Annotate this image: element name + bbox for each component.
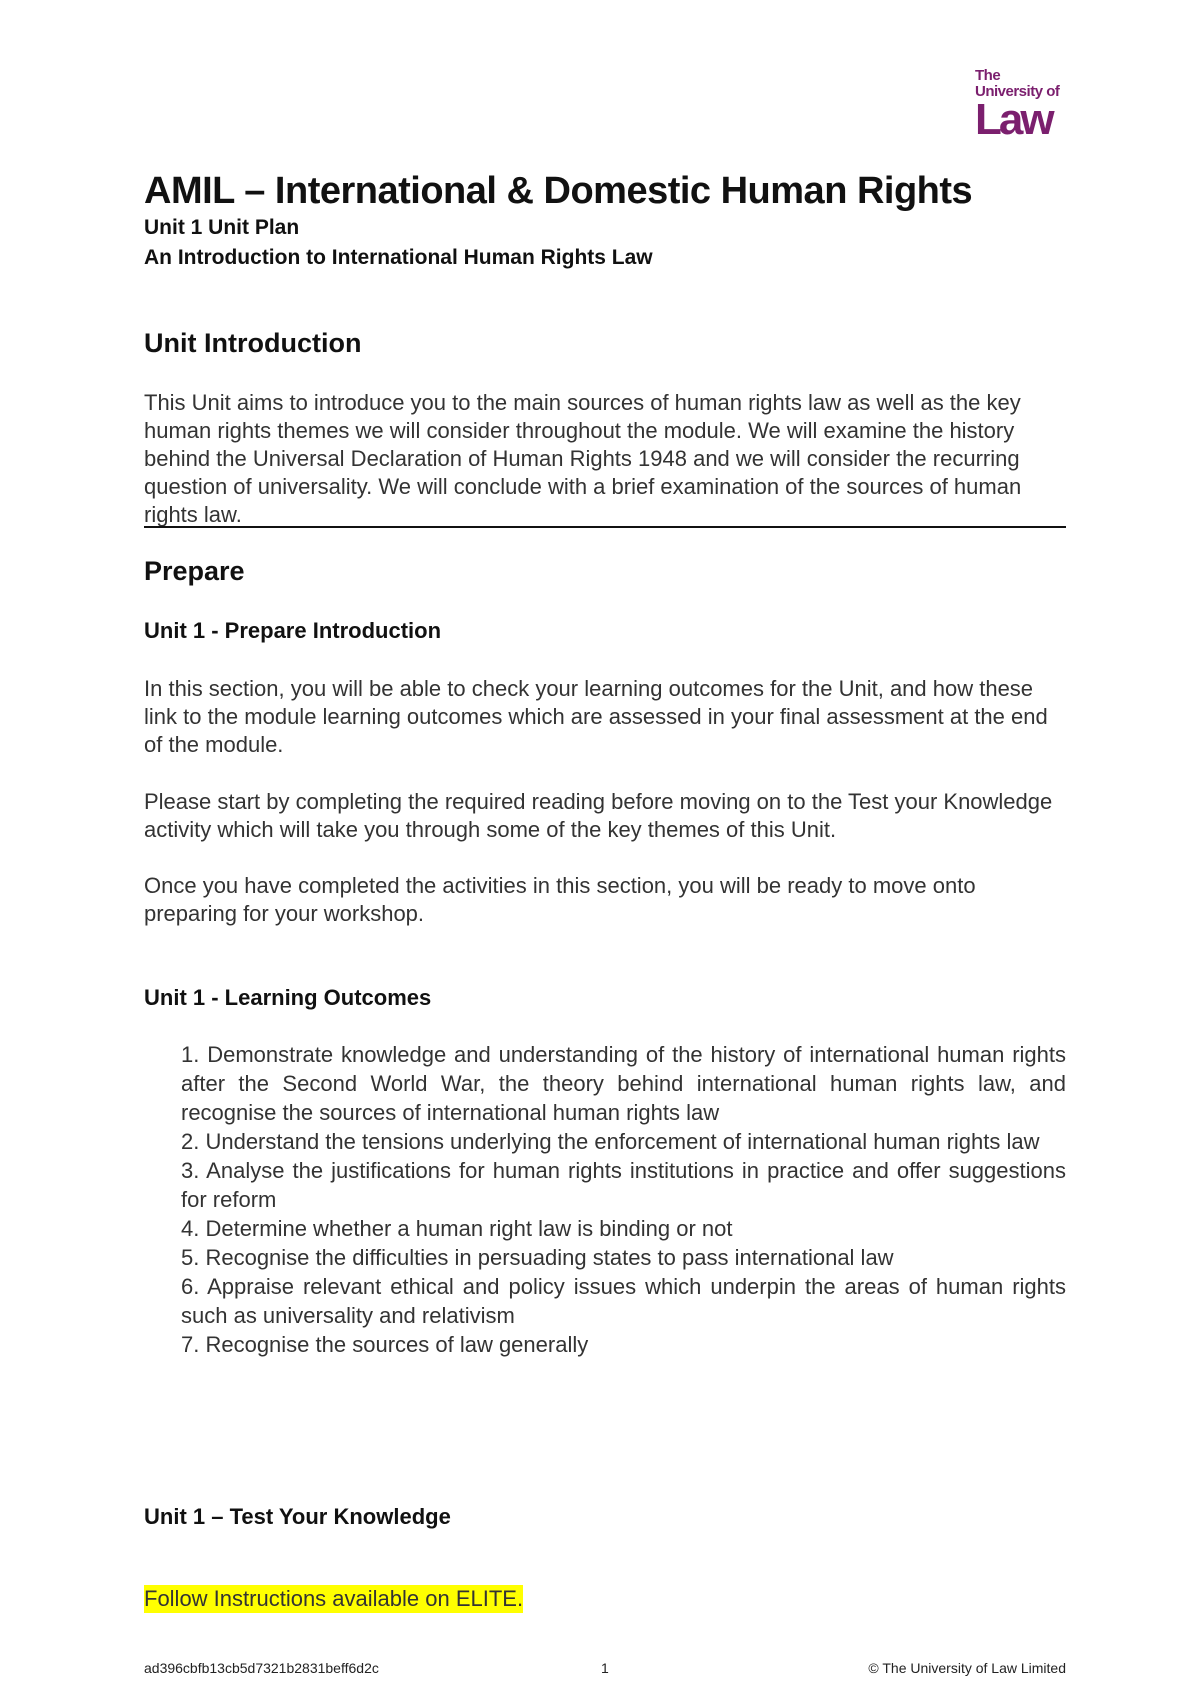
elite-instruction-highlight: Follow Instructions available on ELITE. [144, 1586, 524, 1611]
test-your-knowledge-heading: Unit 1 – Test Your Knowledge [144, 1504, 451, 1529]
prepare-heading: Prepare [144, 556, 245, 586]
learning-outcome-item: 7. Recognise the sources of law generally [181, 1332, 589, 1357]
learning-outcome-item: 4. Determine whether a human right law is binding or not [181, 1216, 733, 1241]
learning-outcome-item: 5. Recognise the difficulties in persuading states to pass international law [181, 1245, 894, 1270]
prepare-introduction-heading: Unit 1 - Prepare Introduction [144, 618, 442, 643]
learning-outcome-item: 6. Appraise relevant ethical and policy issues which underpin the areas of human rights such as universality and relativism [181, 1274, 1066, 1328]
footer-document-id: ad396cbfb13cb5d7321b2831beff6d2c [144, 1660, 379, 1676]
unit-introduction-heading: Unit Introduction [144, 328, 362, 358]
university-of-law-logo [975, 67, 1067, 144]
logo-word: Law [975, 95, 1052, 144]
prepare-paragraph-1: In this section, you will be able to check your learning outcomes for the Unit, and how these link to the module learning outcomes which are assessed in your final assessment at the end of the module. [144, 676, 1048, 757]
unit-introduction-text: This Unit aims to introduce you to the main sources of human rights law as well as the key human rights themes we will consider throughout the module. We will examine the history behind the Universal Declaration of Human Rights 1948 and we will consider the recurring question of universality. We will conclude with a brief examination of the sources of human rights law. [144, 390, 1022, 527]
logo-line-2: University of [975, 83, 1060, 100]
unit-subtitle: An Introduction to International Human Rights Law [144, 246, 653, 269]
unit-plan-label: Unit 1 Unit Plan [144, 216, 300, 239]
learning-outcome-item: 2. Understand the tensions underlying the enforcement of international human rights law [181, 1129, 1040, 1154]
learning-outcomes-heading: Unit 1 - Learning Outcomes [144, 985, 432, 1010]
footer-page-number: 1 [601, 1660, 609, 1676]
logo-line-1: The [975, 67, 1001, 84]
learning-outcomes-list [181, 1040, 1066, 1359]
footer-copyright: © The University of Law Limited [868, 1660, 1066, 1676]
document-title: AMIL – International & Domestic Human Rights [144, 170, 973, 212]
prepare-paragraph-2: Please start by completing the required reading before moving on to the Test your Knowledge activity which will take you through some of the key themes of this Unit. [144, 789, 1053, 842]
learning-outcome-item: 3. Analyse the justifications for human rights institutions in practice and offer suggestions for reform [181, 1158, 1066, 1212]
learning-outcome-item: 1. Demonstrate knowledge and understanding of the history of international human rights after the Second World War, the theory behind international human rights law, and recognise the sources of international human rights law [181, 1042, 1066, 1125]
prepare-paragraph-3: Once you have completed the activities in this section, you will be ready to move onto preparing for your workshop. [144, 873, 976, 926]
section-divider [144, 526, 1066, 528]
